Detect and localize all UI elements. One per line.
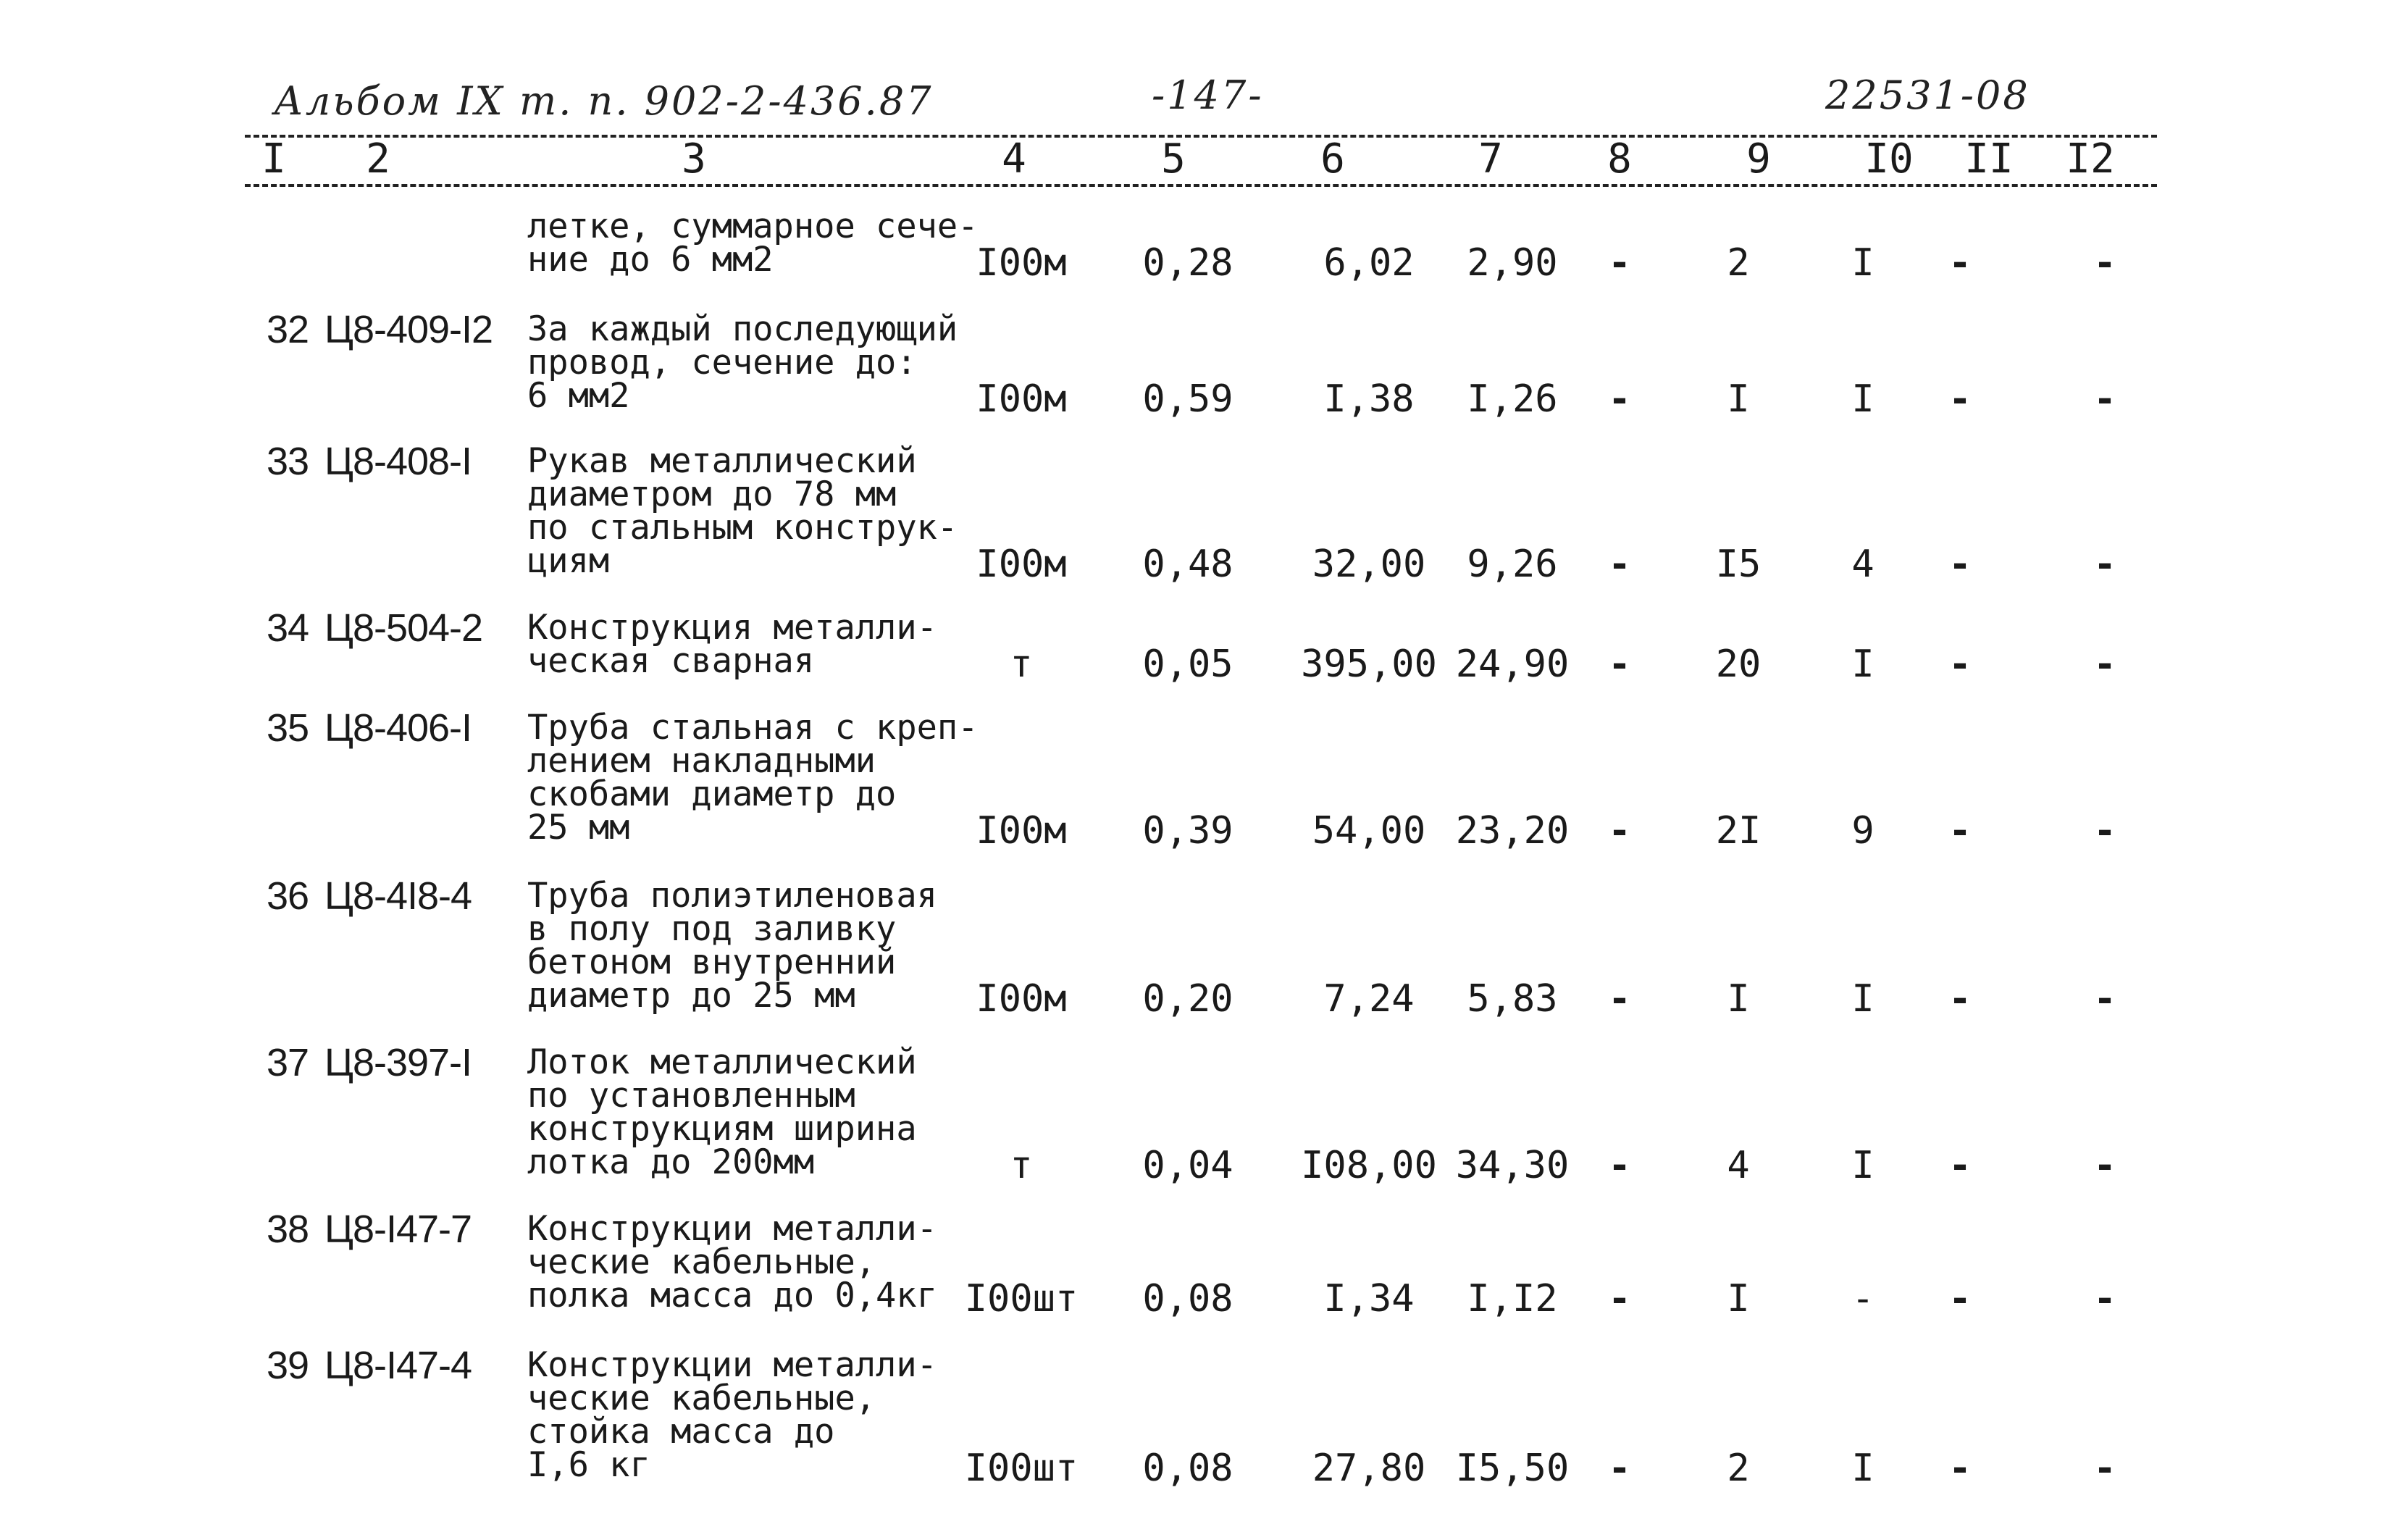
album-reference: Альбом IX т. п. 902-2-436.87 <box>274 78 934 124</box>
cell-c8: - <box>1608 377 1631 421</box>
cell-unit: т <box>1010 643 1033 686</box>
column-header-9: 9 <box>1746 135 1771 183</box>
work-description: Рукав металлический диаметром до 78 мм по стальным конструк- циям <box>527 441 958 581</box>
work-description: Конструкции металли- ческие кабельные, стойка масса до I,6 кг <box>527 1345 937 1485</box>
row-number: 33 <box>267 440 309 483</box>
cell-c12: - <box>2093 643 2116 686</box>
cell-unit: I00шт <box>964 1277 1078 1321</box>
rate-code: Ц8-409-I2 <box>324 308 493 351</box>
cell-c10: I <box>1851 1144 1875 1187</box>
cell-c9: 20 <box>1715 643 1762 686</box>
rate-code: Ц8-I47-4 <box>324 1344 472 1387</box>
rate-code: Ц8-408-I <box>324 440 472 483</box>
rate-code: Ц8-I47-7 <box>324 1208 472 1251</box>
document-code: 22531-08 <box>1825 72 2030 118</box>
rate-code: Ц8-397-I <box>324 1041 472 1084</box>
cell-c8: - <box>1608 1144 1631 1187</box>
column-header-7: 7 <box>1478 135 1503 183</box>
cell-c8: - <box>1608 1447 1631 1490</box>
cell-c5: 0,20 <box>1142 977 1233 1021</box>
cell-unit: I00м <box>976 543 1067 586</box>
cell-c7: 2,90 <box>1467 241 1558 285</box>
cell-c7: I,I2 <box>1467 1277 1558 1321</box>
cell-unit: I00шт <box>964 1447 1078 1490</box>
cell-unit: I00м <box>976 809 1067 853</box>
cell-c12: - <box>2093 1144 2116 1187</box>
cell-c8: - <box>1608 809 1631 853</box>
cell-c12: - <box>2093 977 2116 1021</box>
cell-unit: I00м <box>976 241 1067 285</box>
column-header-2: 2 <box>366 135 390 183</box>
cell-c9: I5 <box>1715 543 1762 586</box>
cell-c7: 24,90 <box>1455 643 1570 686</box>
cell-c11: - <box>1948 1277 1972 1321</box>
cell-c11: - <box>1948 241 1972 285</box>
cell-c9: 2I <box>1715 809 1762 853</box>
work-description: Лоток металлический по установленным конструкциям ширина лотка до 200мм <box>527 1042 917 1182</box>
cell-c10: 4 <box>1851 543 1875 586</box>
rate-code: Ц8-504-2 <box>324 606 483 650</box>
cell-c5: 0,08 <box>1142 1277 1233 1321</box>
cell-c6: 6,02 <box>1323 241 1415 285</box>
cell-c12: - <box>2093 241 2116 285</box>
cell-unit: I00м <box>976 977 1067 1021</box>
work-description: Конструкции металли- ческие кабельные, полка масса до 0,4кг <box>527 1209 937 1315</box>
cell-c9: 2 <box>1727 241 1750 285</box>
work-description: За каждый последующий провод, сечение до: 6 мм2 <box>527 309 958 416</box>
cell-c5: 0,48 <box>1142 543 1233 586</box>
row-number: 35 <box>267 706 309 750</box>
row-number: 34 <box>267 606 309 650</box>
cell-c10: I <box>1851 377 1875 421</box>
work-description: Труба стальная с креп- лением накладными скобами диаметр до 25 мм <box>527 708 979 848</box>
cell-c7: I,26 <box>1467 377 1558 421</box>
cell-c10: I <box>1851 241 1875 285</box>
cell-c9: I <box>1727 977 1750 1021</box>
cell-c5: 0,04 <box>1142 1144 1233 1187</box>
cell-c5: 0,59 <box>1142 377 1233 421</box>
cell-c9: 4 <box>1727 1144 1750 1187</box>
row-number: 36 <box>267 874 309 918</box>
cell-c8: - <box>1608 1277 1631 1321</box>
column-header-10: I0 <box>1864 135 1914 183</box>
column-header-1: I <box>261 135 286 183</box>
column-header-5: 5 <box>1161 135 1186 183</box>
cell-c10: 9 <box>1851 809 1875 853</box>
cell-c6: 395,00 <box>1301 643 1437 686</box>
cell-c5: 0,28 <box>1142 241 1233 285</box>
cell-c9: 2 <box>1727 1447 1750 1490</box>
work-description: летке, суммарное сече- ние до 6 мм2 <box>527 206 979 280</box>
cell-c10: I <box>1851 643 1875 686</box>
cell-c6: 32,00 <box>1312 543 1426 586</box>
cell-c6: I,38 <box>1323 377 1415 421</box>
column-header-12: I2 <box>2066 135 2115 183</box>
cell-c10: I <box>1851 1447 1875 1490</box>
column-header-6: 6 <box>1320 135 1345 183</box>
cell-c9: I <box>1727 1277 1750 1321</box>
work-description: Труба полиэтиленовая в полу под заливку бетоном внутренний диаметр до 25 мм <box>527 876 937 1016</box>
row-number: 38 <box>267 1208 309 1251</box>
row-number: 39 <box>267 1344 309 1387</box>
work-description: Конструкция металли- ческая сварная <box>527 608 937 681</box>
cell-c11: - <box>1948 377 1972 421</box>
cell-c8: - <box>1608 241 1631 285</box>
cell-c6: 54,00 <box>1312 809 1426 853</box>
cell-c5: 0,08 <box>1142 1447 1233 1490</box>
cell-c11: - <box>1948 1447 1972 1490</box>
cell-c7: I5,50 <box>1455 1447 1570 1490</box>
cell-c10: - <box>1851 1277 1875 1321</box>
cell-c8: - <box>1608 977 1631 1021</box>
cell-c11: - <box>1948 977 1972 1021</box>
column-header-11: II <box>1964 135 2014 183</box>
cell-c9: I <box>1727 377 1750 421</box>
cell-c7: 5,83 <box>1467 977 1558 1021</box>
cell-c11: - <box>1948 543 1972 586</box>
cell-c7: 23,20 <box>1455 809 1570 853</box>
cell-c10: I <box>1851 977 1875 1021</box>
cell-c12: - <box>2093 809 2116 853</box>
cell-c8: - <box>1608 543 1631 586</box>
rate-code: Ц8-4I8-4 <box>324 874 472 918</box>
cell-c7: 34,30 <box>1455 1144 1570 1187</box>
cell-c8: - <box>1608 643 1631 686</box>
cell-c12: - <box>2093 543 2116 586</box>
cell-c5: 0,39 <box>1142 809 1233 853</box>
cell-c11: - <box>1948 643 1972 686</box>
cell-c12: - <box>2093 377 2116 421</box>
cell-c6: 27,80 <box>1312 1447 1426 1490</box>
page-number: -147- <box>1152 72 1264 118</box>
cell-c7: 9,26 <box>1467 543 1558 586</box>
cell-c12: - <box>2093 1277 2116 1321</box>
row-number: 37 <box>267 1041 309 1084</box>
cell-c6: 7,24 <box>1323 977 1415 1021</box>
cell-c12: - <box>2093 1447 2116 1490</box>
cell-c5: 0,05 <box>1142 643 1233 686</box>
cell-c11: - <box>1948 809 1972 853</box>
column-header-3: 3 <box>682 135 706 183</box>
column-header-8: 8 <box>1607 135 1632 183</box>
cell-c6: I08,00 <box>1301 1144 1437 1187</box>
header-bottom-rule <box>245 184 2157 187</box>
cell-unit: I00м <box>976 377 1067 421</box>
cell-c11: - <box>1948 1144 1972 1187</box>
column-header-4: 4 <box>1002 135 1026 183</box>
row-number: 32 <box>267 308 309 351</box>
rate-code: Ц8-406-I <box>324 706 472 750</box>
cell-unit: т <box>1010 1144 1033 1187</box>
cell-c6: I,34 <box>1323 1277 1415 1321</box>
